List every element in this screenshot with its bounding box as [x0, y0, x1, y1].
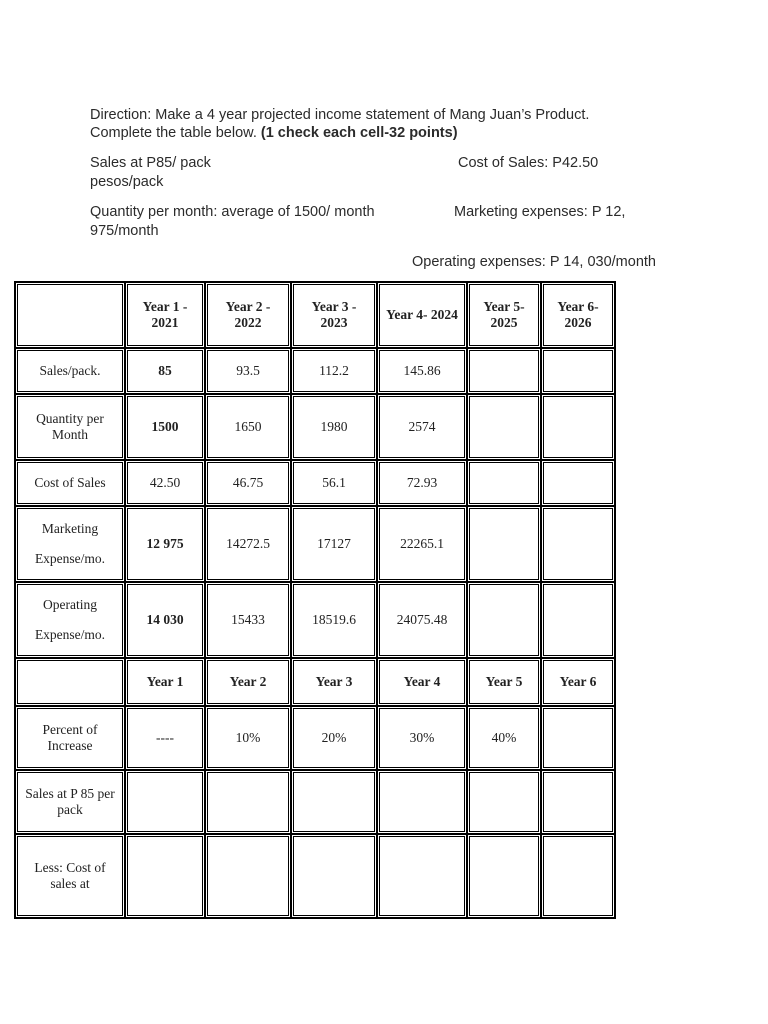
table-row	[15, 348, 615, 394]
cell-empty	[541, 394, 615, 460]
row-label-cost-of-sales: Cost of Sales	[15, 460, 125, 506]
cell-value: 1980	[291, 394, 377, 460]
cell-value: 10%	[205, 706, 291, 770]
cell-value: 46.75	[205, 460, 291, 506]
table-header-row	[15, 282, 615, 348]
cell-empty	[541, 706, 615, 770]
year-label: Year 5	[467, 658, 541, 706]
cell-empty	[125, 834, 205, 918]
cell-value: 12 975	[125, 506, 205, 582]
cell-value: 18519.6	[291, 582, 377, 658]
cell-empty	[541, 460, 615, 506]
income-statement-table	[14, 281, 616, 919]
header-year-3: Year 3 - 2023	[291, 282, 377, 348]
row-label-percent: Percent of Increase	[15, 706, 125, 770]
cell-value: ----	[125, 706, 205, 770]
cell-empty	[377, 770, 467, 834]
header-year-5: Year 5- 2025	[467, 282, 541, 348]
cell-value: 17127	[291, 506, 377, 582]
cell-empty	[467, 582, 541, 658]
quantity-info: Quantity per month: average of 1500/ month	[90, 204, 375, 220]
header-year-1: Year 1 - 2021	[125, 282, 205, 348]
table-row	[15, 506, 615, 582]
direction-instruction: Complete the table below.	[90, 125, 261, 141]
year-label: Year 1	[125, 658, 205, 706]
table-row	[15, 582, 615, 658]
cell-value: 22265.1	[377, 506, 467, 582]
cell-value: 14 030	[125, 582, 205, 658]
cell-empty	[541, 506, 615, 582]
cell-empty	[205, 834, 291, 918]
row-label-less-cost: Less: Cost of sales at	[15, 834, 125, 918]
cell-empty	[467, 506, 541, 582]
cell-empty	[377, 834, 467, 918]
direction-line-1: Direction: Make a 4 year projected income statement of Mang Juan’s Product.	[90, 107, 590, 123]
cell-value: 20%	[291, 706, 377, 770]
header-year-4: Year 4- 2024	[377, 282, 467, 348]
marketing-info: Marketing expenses: P 12,	[454, 204, 626, 220]
row-label-sales-pack: Sales/pack.	[15, 348, 125, 394]
cell-value: 14272.5	[205, 506, 291, 582]
quantity-info-cont: 975/month	[90, 223, 159, 239]
cell-empty	[467, 460, 541, 506]
table-row	[15, 834, 615, 918]
cell-empty	[541, 348, 615, 394]
header-year-6: Year 6- 2026	[541, 282, 615, 348]
cell-empty	[467, 770, 541, 834]
cell-value: 30%	[377, 706, 467, 770]
cell-empty	[541, 834, 615, 918]
cell-value: 2574	[377, 394, 467, 460]
year-label: Year 3	[291, 658, 377, 706]
table-row	[15, 460, 615, 506]
cell-empty	[291, 770, 377, 834]
cell-value: 42.50	[125, 460, 205, 506]
cell-empty	[467, 348, 541, 394]
table-row	[15, 770, 615, 834]
cell-value: 112.2	[291, 348, 377, 394]
cell-value: 1650	[205, 394, 291, 460]
cell-empty	[541, 770, 615, 834]
operating-info: Operating expenses: P 14, 030/month	[412, 254, 656, 270]
cell-value: 93.5	[205, 348, 291, 394]
cell-value: 145.86	[377, 348, 467, 394]
cell-empty	[467, 394, 541, 460]
table-row	[15, 394, 615, 460]
row-label-marketing: Marketing Expense/mo.	[15, 506, 125, 582]
cell-value: 56.1	[291, 460, 377, 506]
cell-value: 72.93	[377, 460, 467, 506]
direction-line-2	[90, 124, 458, 142]
year-label: Year 4	[377, 658, 467, 706]
year-label: Year 2	[205, 658, 291, 706]
sales-info-unit: pesos/pack	[90, 174, 164, 190]
cell-empty	[291, 834, 377, 918]
cell-empty	[541, 582, 615, 658]
year-row-empty-cell	[15, 658, 125, 706]
cost-of-sales-info: Cost of Sales: P42.50	[458, 155, 599, 171]
cell-value: 85	[125, 348, 205, 394]
cell-value: 40%	[467, 706, 541, 770]
cell-value: 1500	[125, 394, 205, 460]
row-label-quantity: Quantity per Month	[15, 394, 125, 460]
year-label: Year 6	[541, 658, 615, 706]
cell-empty	[205, 770, 291, 834]
year-header-row	[15, 658, 615, 706]
table-row	[15, 706, 615, 770]
header-empty-cell	[15, 282, 125, 348]
sales-info: Sales at P85/ pack	[90, 155, 211, 171]
cell-empty	[125, 770, 205, 834]
row-label-sales-at: Sales at P 85 per pack	[15, 770, 125, 834]
cell-empty	[467, 834, 541, 918]
cell-value: 15433	[205, 582, 291, 658]
row-label-operating: Operating Expense/mo.	[15, 582, 125, 658]
header-year-2: Year 2 - 2022	[205, 282, 291, 348]
cell-value: 24075.48	[377, 582, 467, 658]
direction-points: (1 check each cell-32 points)	[260, 125, 458, 141]
